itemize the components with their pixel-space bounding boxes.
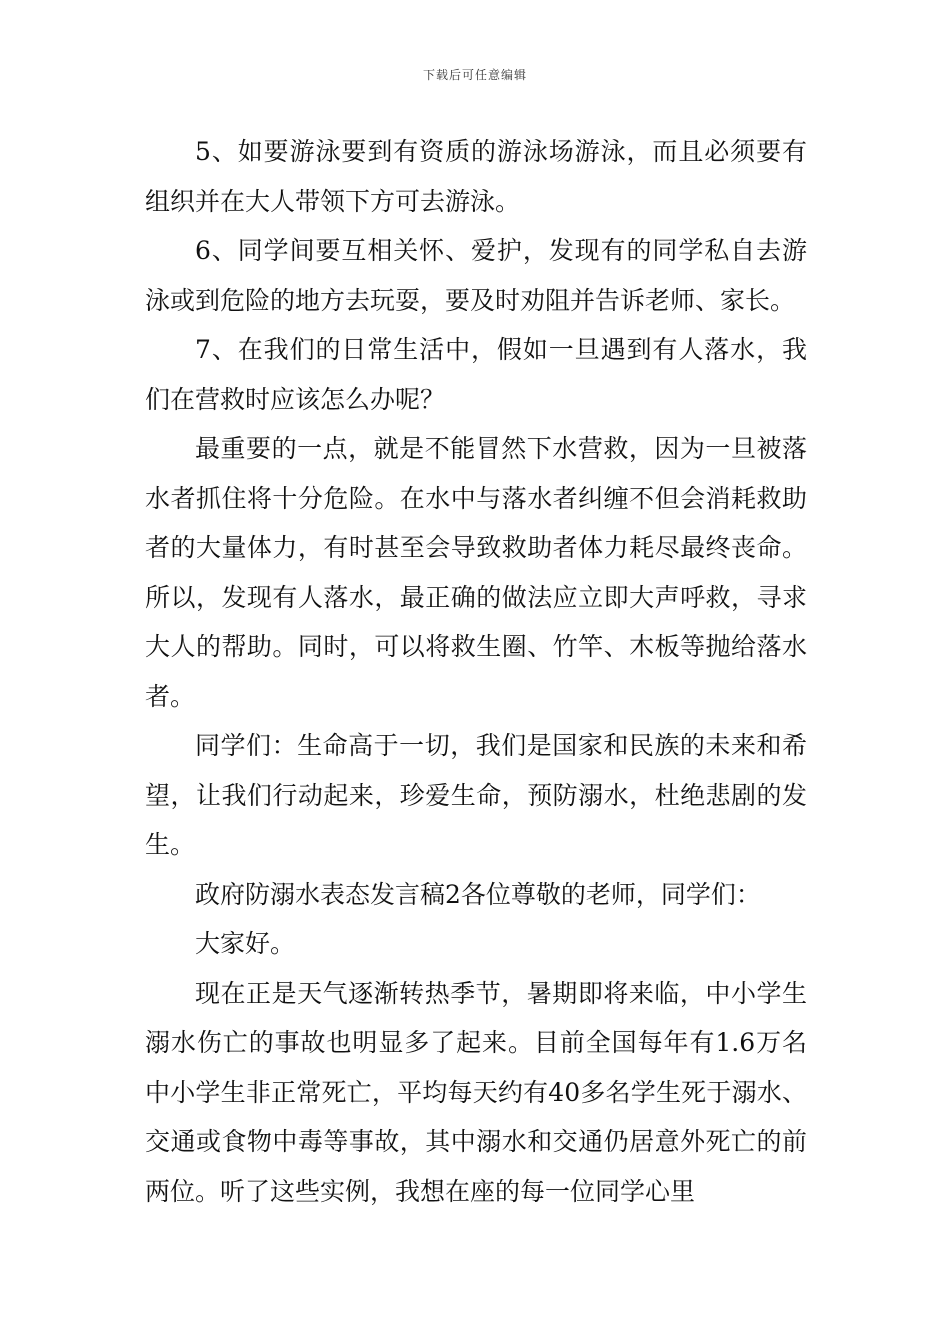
- paragraph-speech-title: 政府防溺水表态发言稿2各位尊敬的老师，同学们：: [195, 879, 761, 909]
- paragraph-greeting: 大家好。: [195, 929, 296, 958]
- paragraph-rescue-advice: 最重要的一点，就是不能冒然下水营救，因为一旦被落水者抓住将十分危险。在水中与落水者纠缠不但会消耗救助者的大量体力，有时甚至会导致救助者体力耗尽最终丧命。所以，发现有人落水，最正确的做法应立即大声呼救，寻求大人的帮助。同时，可以将救生圈、竹竿、木板等抛给落水者。: [145, 434, 807, 711]
- paragraph-item-5: 5、如要游泳要到有资质的游泳场游泳，而且必须要有组织并在大人带领下方可去游泳。: [145, 137, 807, 216]
- paragraph-item-6: 6、同学间要互相关怀、爱护，发现有的同学私自去游泳或到危险的地方去玩耍，要及时劝阻并告诉老师、家长。: [145, 236, 807, 315]
- page-header-note: 下载后可任意编辑: [422, 68, 527, 82]
- document-body: [145, 127, 807, 1216]
- paragraph-item-7: 7、在我们的日常生活中，假如一旦遇到有人落水，我们在营救时应该怎么办呢？: [145, 335, 807, 414]
- paragraph-statistics: 现在正是天气逐渐转热季节，暑期即将来临，中小学生溺水伤亡的事故也明显多了起来。目前全国每年有1.6万名中小学生非正常死亡，平均每天约有40多名学生死于溺水、交通或食物中毒等事故，其中溺水和交通仍居意外死亡的前两位。听了这些实例，我想在座的每一位同学心里: [145, 978, 807, 1206]
- paragraph-closing-appeal: 同学们：生命高于一切，我们是国家和民族的未来和希望，让我们行动起来，珍爱生命，预防溺水，杜绝悲剧的发生。: [145, 731, 807, 859]
